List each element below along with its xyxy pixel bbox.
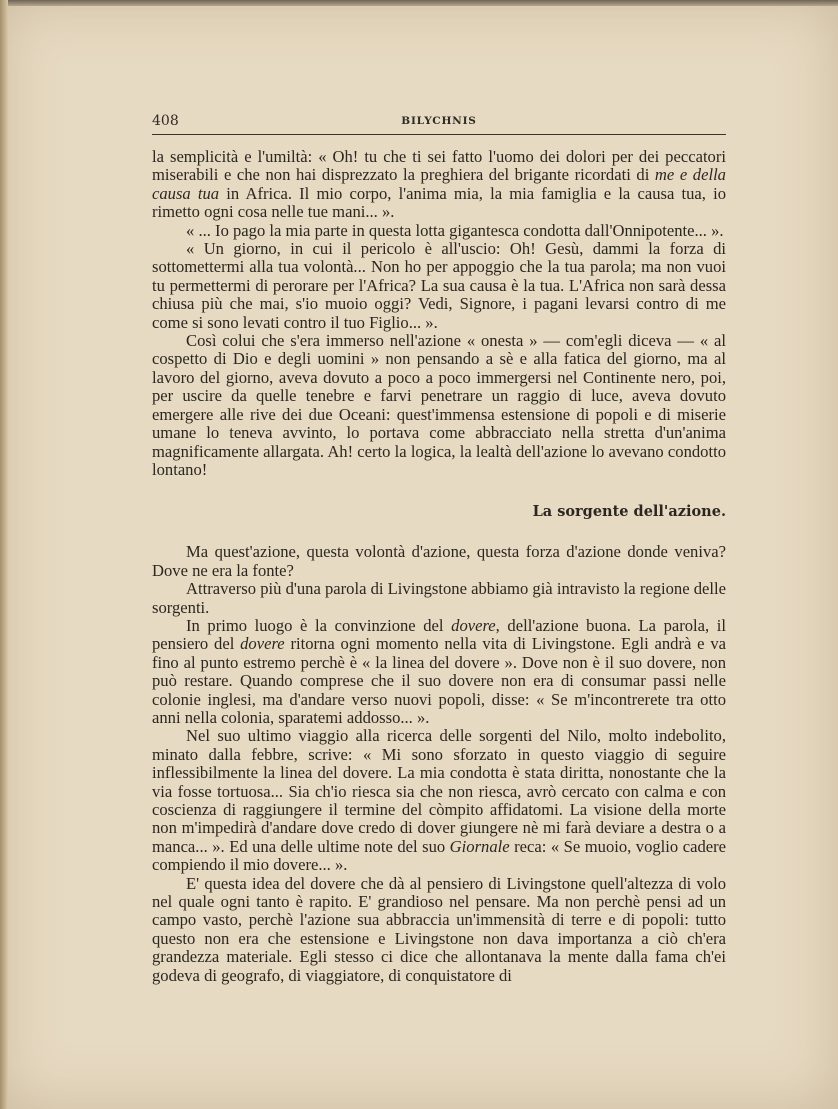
body-text	[152, 148, 726, 985]
running-title: BILYCHNIS	[401, 115, 477, 127]
paragraph-7: In primo luogo è la convinzione del dovere, dell'azione buona. La parola, il pensiero del dovere ritorna ogni momento nella vita di Livingstone. Egli andrà e va fino al punto estremo perchè è « la linea del dovere ». Dove non è il suo dovere, non può restare. Quando comprese che il suo dovere non era di consumar passi nelle colonie inglesi, ma d'andare verso nuovi popoli, disse: « Se m'incontrerete tra otto anni nella colonia, sparatemi addosso... ».	[152, 615, 726, 727]
paragraph-1: la semplicità e l'umiltà: « Oh! tu che ti sei fatto l'uomo dei dolori per dei peccatori miserabili e che non hai disprezzato la preghiera del brigante ricordati di me e della causa tua in Africa. Il mio corpo, l'anima mia, la mia famiglia e la causa tua, io rimetto ogni cosa nelle tue mani... ».	[152, 147, 726, 222]
paragraph-5: Ma quest'azione, questa volontà d'azione, questa forza d'azione donde veniva? Dove ne era la fonte?	[152, 542, 726, 580]
page-header	[152, 113, 726, 133]
italic-word: Giornale	[449, 836, 510, 856]
italic-word: dovere	[240, 634, 285, 654]
paragraph-2: « ... Io pago la mia parte in questa lotta gigantesca condotta dall'Onnipotente... ».	[186, 220, 724, 240]
page-number: 408	[152, 113, 179, 129]
paragraph-6: Attraverso più d'una parola di Livingstone abbiamo già intravisto la regione delle sorgenti.	[152, 579, 726, 617]
paragraph-4: Così colui che s'era immerso nell'azione « onesta » — com'egli diceva — « al cospetto di Dio e degli uomini » non pensando a sè e alla fatica del giorno, ma al lavoro del giorno, aveva dovuto a poco a poco immergersi nel Continente nero, poi, per uscire da quelle tenebre e farvi penetrare un raggio di luce, aveva dovuto emergere alle rive dei due Oceani: quest'immensa estensione di popoli e di miserie umane lo teneva avvinto, lo portava come abbracciato nella stretta d'un'anima magnificamente allargata. Ah! certo la logica, la lealtà dell'azione lo avevano condotto lontano!	[152, 331, 726, 479]
paragraph-9: E' questa idea del dovere che dà al pensiero di Livingstone quell'altezza di volo nel quale ogni tanto è rapito. E' grandioso nel pensare. Ma non perchè pensi ad un campo vasto, perchè l'azione sua abbraccia un'immensità di terre e di popoli: tutto questo non era che estensione e Livingstone non dava importanza a ciò ch'era grandezza materiale. Egli stesso ci dice che allontanava la mente dalla fama ch'ei godeva di geografo, di viaggiatore, di conquistatore di	[152, 873, 726, 985]
section-heading: La sorgente dell'azione.	[532, 503, 726, 521]
italic-phrase: me e della causa tua	[152, 165, 726, 203]
page-top-edge	[0, 0, 838, 6]
paragraph-8: Nel suo ultimo viaggio alla ricerca delle sorgenti del Nilo, molto indebolito, minato dalla febbre, scrive: « Mi sono sforzato in questo viaggio di seguire inflessibilmente la linea del dovere. La mia condotta è stata diritta, nonostante che la via fosse tortuosa... Sia ch'io riesca sia che non riesca, avrò cercato con calma e con coscienza di raggiungere il termine del còmpito affidatomi. La visione della morte non m'impedirà d'andare dove credo di dover giungere nè mi farà deviare a destra o a manca... ». Ed una delle ultime note del suo Giornale reca: « Se muoio, voglio cadere compiendo il mio dovere... ».	[152, 726, 726, 875]
paragraph-3: « Un giorno, in cui il pericolo è all'uscio: Oh! Gesù, dammi la forza di sottomettermi alla tua volontà... Non ho per appoggio che la tua parola; ma non vuoi tu permettermi di perorare per l'Africa? La sua causa è la tua. L'Africa non sarà dessa chiusa più che mai, s'io muoio oggi? Vedi, Signore, i pagani levarsi contro di me come si sono levati contro il tuo Figlio... ».	[152, 239, 726, 332]
header-rule	[152, 134, 726, 135]
page-left-edge	[0, 0, 8, 1109]
italic-word: dovere	[451, 615, 496, 635]
